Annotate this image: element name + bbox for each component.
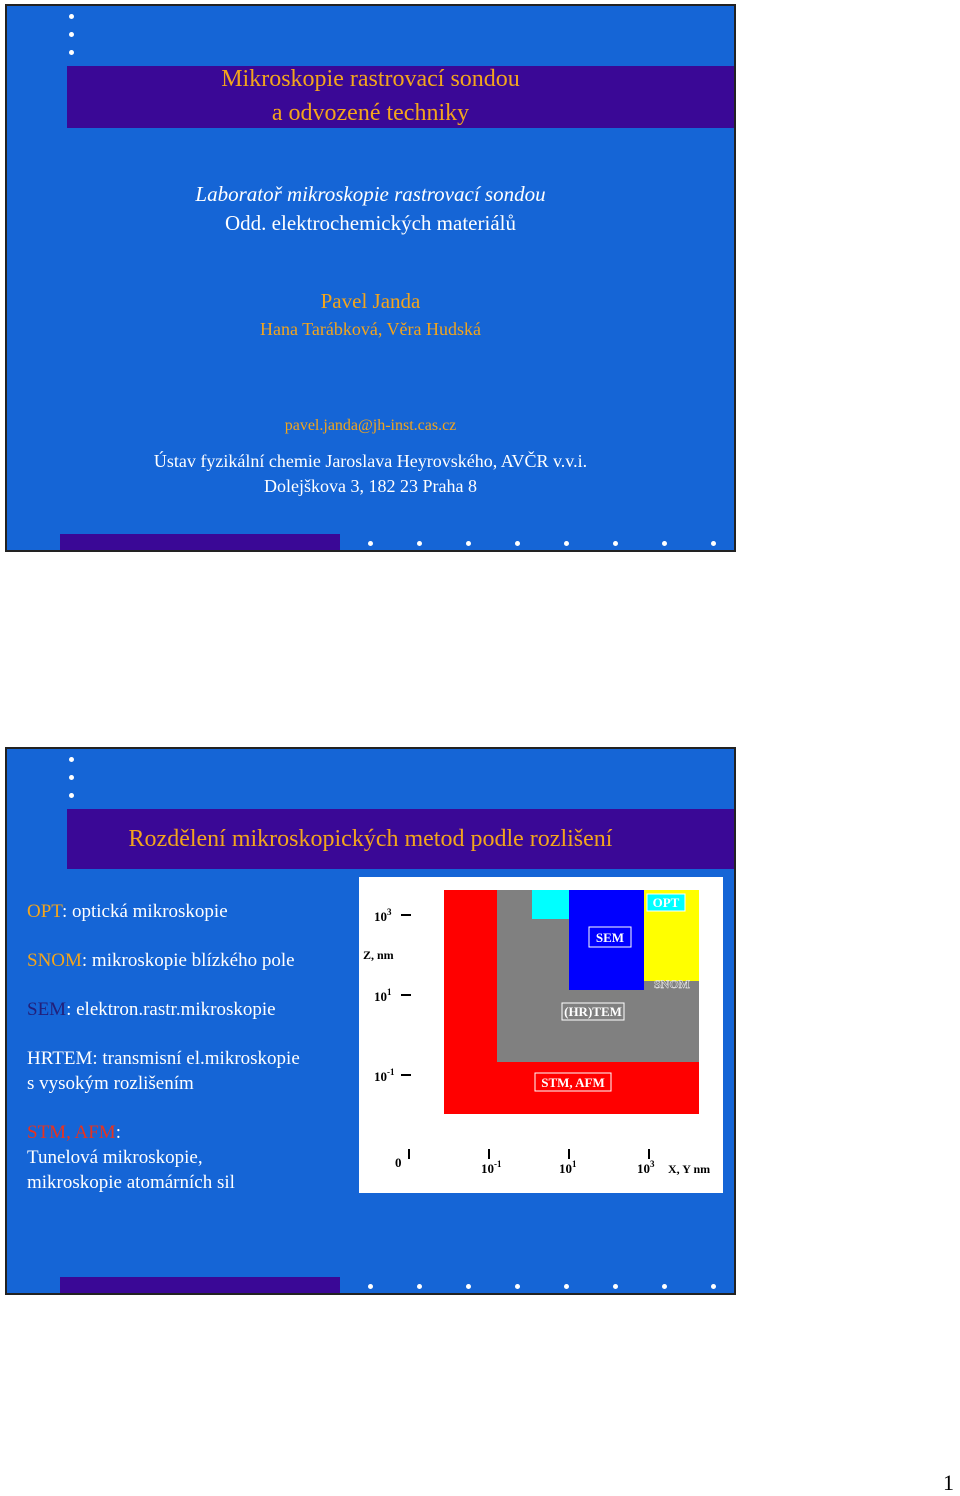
slide-title — [7, 62, 734, 130]
lab-block — [7, 180, 734, 238]
y-axis-label: Z, nm — [363, 948, 394, 962]
label-sem: SEM — [595, 930, 625, 945]
x-axis-label: X, Y nm — [668, 1162, 711, 1176]
address: Dolejškova 3, 182 23 Praha 8 — [264, 476, 477, 496]
y-tick-01: $10^{-1}$ — [374, 1067, 395, 1084]
x-tick-0: 0 — [395, 1155, 402, 1170]
desc: : elektron.rastr.mikroskopie — [66, 999, 276, 1020]
bottom-band — [60, 1277, 340, 1293]
bottom-band — [60, 534, 340, 550]
lab-name: Laboratoř mikroskopie rastrovací sondou — [195, 182, 546, 206]
label-snom: SNOM — [654, 977, 690, 991]
institute-name: Ústav fyzikální chemie Jaroslava Heyrovského, AVČR v.v.i. — [153, 451, 588, 471]
x-tick-1000: $10^3$ — [637, 1159, 655, 1176]
abbr: STM, AFM — [27, 1122, 116, 1143]
bullet-dots — [69, 757, 74, 811]
label-opt: OPT — [652, 895, 680, 910]
department-name: Odd. elektrochemických materiálů — [225, 211, 516, 235]
email-link[interactable]: pavel.janda@jh-inst.cas.cz — [284, 417, 457, 434]
label-stm-afm: STM, AFM — [541, 1075, 605, 1090]
bottom-dots — [368, 541, 716, 546]
y-tick-10: $10^1$ — [374, 987, 392, 1004]
region-snom — [644, 919, 699, 981]
coauthors: Hana Tarábková, Věra Hudská — [260, 319, 481, 339]
bottom-dots — [368, 1284, 716, 1289]
title-line-2: a odvozené techniky — [271, 100, 470, 126]
x-tick-10: $10^1$ — [559, 1159, 577, 1176]
desc: : optická mikroskopie — [61, 901, 228, 922]
desc: : — [115, 1122, 121, 1143]
method-list — [27, 899, 367, 1219]
page-number: 1 — [943, 1470, 954, 1495]
slide-title: Rozdělení mikroskopických metod podle rozlišení — [128, 826, 613, 852]
x-tick-01: $10^{-1}$ — [481, 1159, 502, 1176]
title-line-1: Mikroskopie rastrovací sondou — [221, 66, 520, 92]
y-tick-1000: $10^3$ — [374, 907, 392, 924]
list-item-snom — [27, 948, 367, 973]
desc-line-2: Tunelová mikroskopie, — [27, 1147, 203, 1168]
abbr: HRTEM — [27, 1048, 93, 1069]
bullet-dots — [69, 14, 74, 68]
list-item-stm-afm — [27, 1120, 367, 1195]
desc-line-2: s vysokým rozlišením — [27, 1073, 194, 1094]
desc: : transmisní el.mikroskopie — [92, 1048, 300, 1069]
abbr: SNOM — [27, 950, 82, 971]
institute-block — [7, 449, 734, 499]
author-name: Pavel Janda — [320, 289, 421, 313]
desc: : mikroskopie blízkého pole — [81, 950, 295, 971]
abbr: OPT — [27, 901, 62, 922]
abbr: SEM — [27, 999, 67, 1020]
slide-1 — [5, 4, 736, 552]
list-item-sem — [27, 997, 367, 1022]
list-item-hrtem — [27, 1046, 367, 1096]
slide-2 — [5, 747, 736, 1295]
resolution-chart — [359, 877, 723, 1193]
label-hrtem: (HR)TEM — [564, 1004, 622, 1019]
resolution-diagram-svg — [359, 877, 723, 1193]
list-item-opt — [27, 899, 367, 924]
desc-line-3: mikroskopie atomárních sil — [27, 1172, 235, 1193]
